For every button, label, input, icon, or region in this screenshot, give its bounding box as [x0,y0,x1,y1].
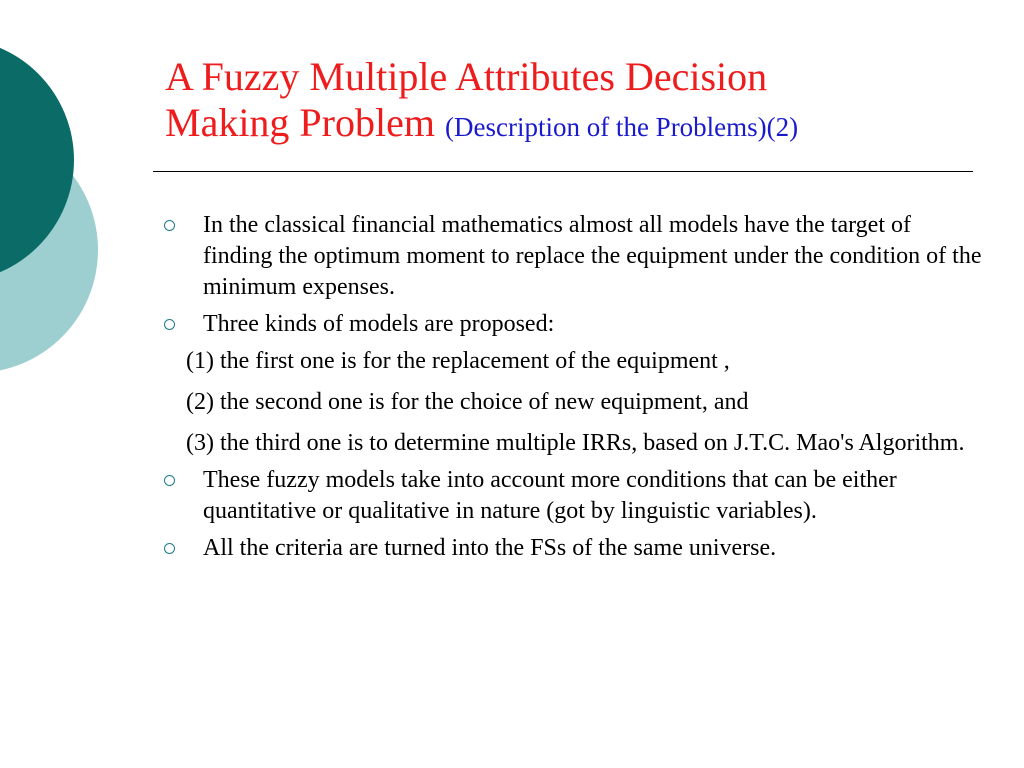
slide-body [162,210,982,570]
decorative-circles [0,0,140,420]
title-line-2: Making Problem [165,100,435,145]
bullet-item [162,210,982,303]
bullet-text: In the classical financial mathematics almost all models have the target of finding the optimum moment to replace the equipment under the condition of the minimum expenses. [203,212,982,300]
sub-item: (2) the second one is for the choice of new equipment, and [186,389,749,415]
bullet-item [162,533,982,564]
bullet-item [162,465,982,527]
sub-item: (1) the first one is for the replacement of the equipment , [186,348,730,374]
bullet-text: Three kinds of models are proposed: [203,311,555,337]
sub-item: (3) the third one is to determine multiple IRRs, based on J.T.C. Mao's Algorithm. [186,430,965,456]
bullet-item [162,309,982,340]
title-line-1: A Fuzzy Multiple Attributes Decision [165,54,768,99]
hollow-circle-bullet-icon [164,220,175,231]
hollow-circle-bullet-icon [164,319,175,330]
slide-title [165,54,985,150]
title-divider [153,171,973,172]
slide-subtitle: (Description of the Problems)(2) [444,112,799,142]
bullet-text: These fuzzy models take into account more conditions that can be either quantitative or qualitative in nature (got by linguistic variables). [203,467,897,524]
bullet-text: All the criteria are turned into the FSs of the same universe. [203,535,777,561]
hollow-circle-bullet-icon [164,475,175,486]
hollow-circle-bullet-icon [164,543,175,554]
